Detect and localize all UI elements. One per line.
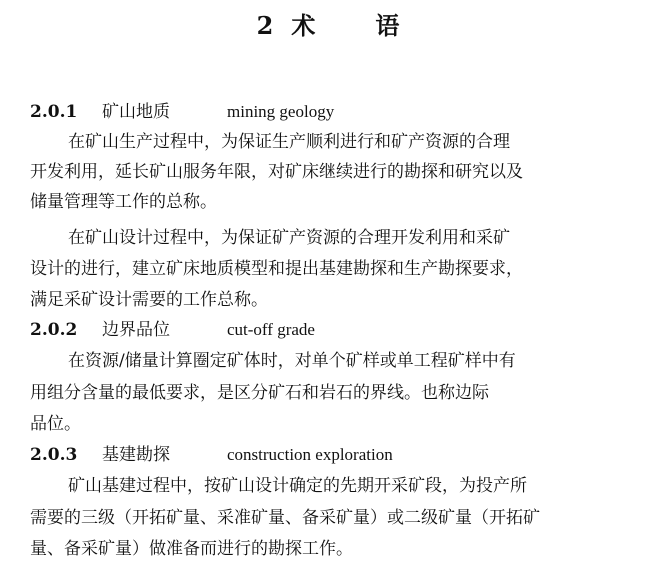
paragraph-line: 设计的进行，建立矿床地质模型和提出基建勘探和生产勘探要求， xyxy=(30,259,523,279)
term-heading-2-0-3 xyxy=(30,440,630,470)
term-chinese: 矿山地质 xyxy=(102,102,170,122)
paragraph-line: 储量管理等工作的总称。 xyxy=(30,192,217,212)
paragraph-line: 满足采矿设计需要的工作总称。 xyxy=(30,290,268,310)
term-chinese: 边界品位 xyxy=(102,320,170,340)
paragraph-line: 品位。 xyxy=(30,414,81,434)
paragraph-line: 在资源/储量计算圈定矿体时，对单个矿样或单工程矿样中有 xyxy=(68,351,516,371)
paragraph-line: 在矿山设计过程中，为保证矿产资源的合理开发利用和采矿 xyxy=(68,228,510,248)
chapter-title xyxy=(0,6,656,41)
paragraph-line: 量、备采矿量）做准备而进行的勘探工作。 xyxy=(30,539,353,559)
paragraph-line: 用组分含量的最低要求，是区分矿石和岩石的界线。也称边际 xyxy=(30,383,489,403)
chapter-number: 2 xyxy=(256,11,274,40)
paragraph-line: 开发利用，延长矿山服务年限，对矿床继续进行的勘探和研究以及 xyxy=(30,162,523,182)
term-heading-2-0-1 xyxy=(30,97,630,127)
paragraph-line: 需要的三级（开拓矿量、采准矿量、备采矿量）或二级矿量（开拓矿 xyxy=(30,508,540,528)
chapter-title-part1: 术 xyxy=(291,11,316,40)
paragraph-line: 在矿山生产过程中，为保证生产顺利进行和矿产资源的合理 xyxy=(68,132,510,152)
term-number: 2.0.3 xyxy=(30,445,78,465)
term-chinese: 基建勘探 xyxy=(102,445,170,465)
term-heading-2-0-2 xyxy=(30,315,630,345)
chapter-title-part2: 语 xyxy=(375,11,400,40)
term-english: cut-off grade xyxy=(227,320,315,339)
paragraph-line: 矿山基建过程中，按矿山设计确定的先期开采矿段，为投产所 xyxy=(68,476,527,496)
term-english: construction exploration xyxy=(227,445,393,464)
term-number: 2.0.2 xyxy=(30,320,78,340)
term-number: 2.0.1 xyxy=(30,102,78,122)
term-english: mining geology xyxy=(227,102,335,121)
